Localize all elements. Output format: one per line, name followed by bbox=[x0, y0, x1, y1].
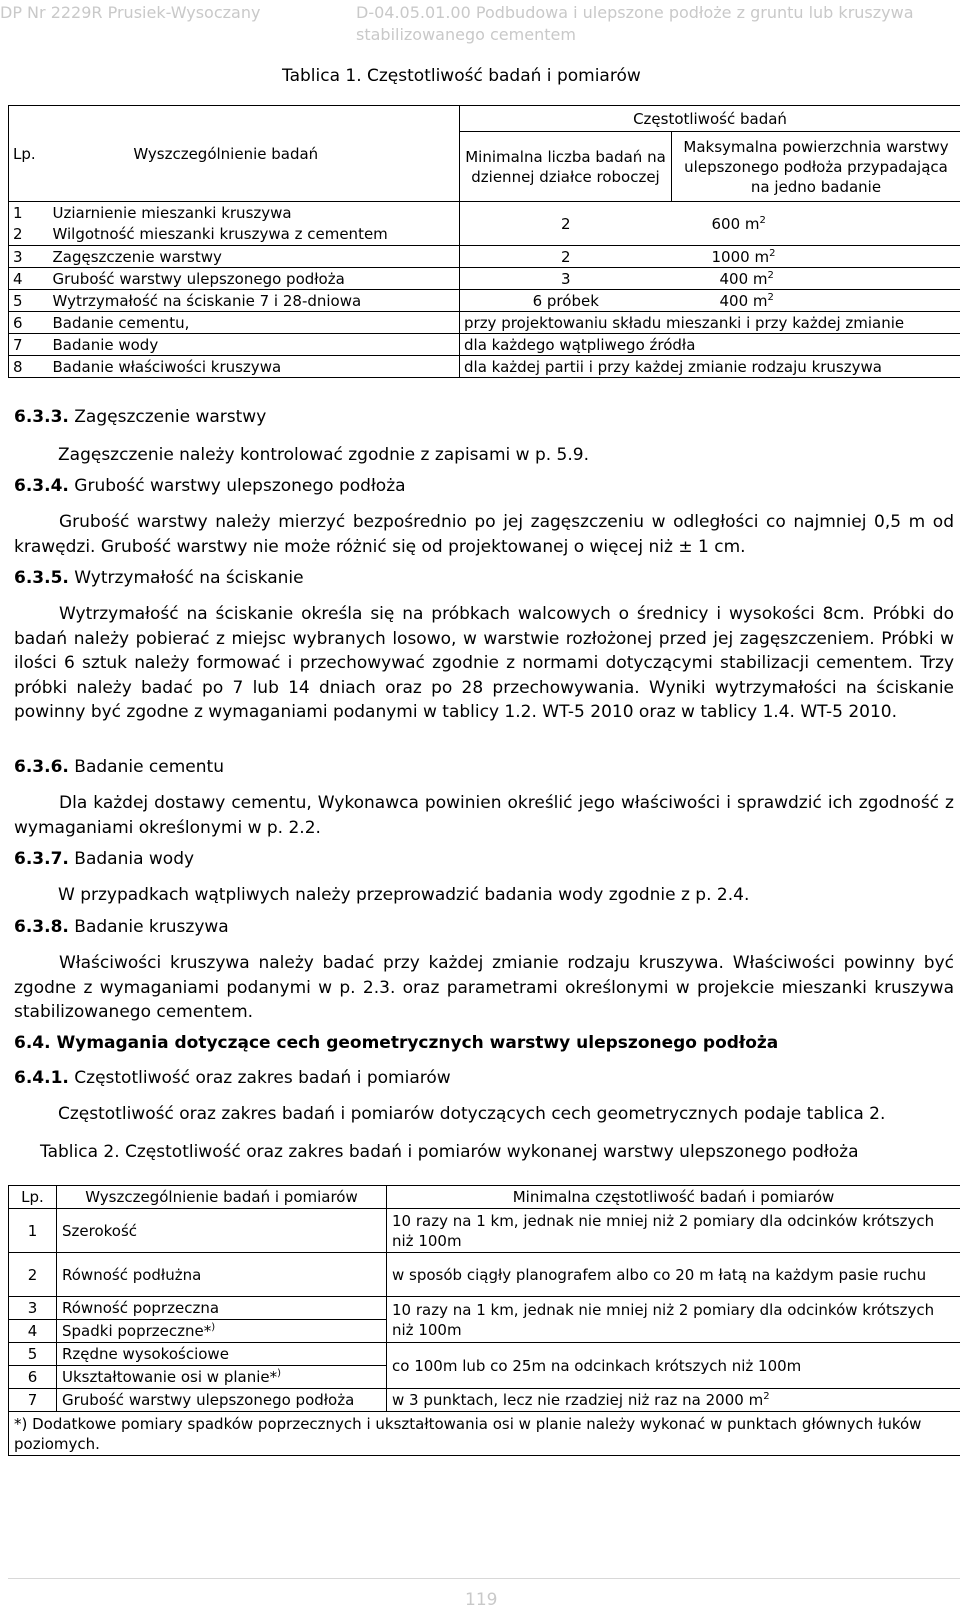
section-heading: 6.3.6. Badanie cementu bbox=[14, 757, 224, 777]
paragraph: W przypadkach wątpliwych należy przeprowadzić badania wody zgodnie z p. 2.4. bbox=[58, 883, 954, 908]
table-row-lp: 6 bbox=[9, 312, 49, 334]
table-row-freq: 10 razy na 1 km, jednak nie mniej niż 2 pomiary dla odcinków krótszych niż 100m bbox=[387, 1297, 960, 1343]
table-row-desc: Równość poprzeczna bbox=[57, 1297, 387, 1320]
table-row-lp: 1 bbox=[9, 202, 49, 224]
table-row-desc: Grubość warstwy ulepszonego podłoża bbox=[57, 1389, 387, 1412]
table-row-desc: Badanie właściwości kruszywa bbox=[49, 356, 460, 378]
paragraph: Częstotliwość oraz zakres badań i pomiarów dotyczących cech geometrycznych podaje tablica 2. bbox=[58, 1102, 954, 1127]
t1-merged-max: 600 $m^2$ bbox=[672, 202, 960, 246]
table1 bbox=[8, 105, 960, 378]
table-row-max: 400 $m^2$ bbox=[672, 268, 960, 290]
section-heading: 6.3.3. Zagęszczenie warstwy bbox=[14, 407, 266, 427]
t2-head-freq: Minimalna częstotliwość badań i pomiarów bbox=[387, 1186, 960, 1209]
section-heading: 6.3.8. Badanie kruszywa bbox=[14, 917, 229, 937]
table-row-lp: 8 bbox=[9, 356, 49, 378]
t2-head-lp: Lp. bbox=[9, 1186, 57, 1209]
paragraph: Dla każdej dostawy cementu, Wykonawca powinien określić jego właściwości i sprawdzić ich zgodność z wymaganiami określonymi w p. 2.2. bbox=[14, 791, 954, 840]
table-row-desc: Badanie wody bbox=[49, 334, 460, 356]
paragraph: Wytrzymałość na ściskanie określa się na próbkach walcowych o średnicy i wysokości 8cm. Próbki do badań należy pobierać z miejsc wybranych losowo, w warstwie rozłożonej przed jej zagęszczeniem. Próbki w ilości 6 sztuk należy formować i przechowywać zgodnie z normami dotyczącymi stabilizacji cementem. Trzy próbki należy badać po 7 lub 14 dniach oraz po 28 przechowywania. Wyniki wytrzymałości na ściskanie powinny być zgodne z wymaganiami podanymi w tablicy 1.2. WT-5 2010 oraz w tablicy 1.4. WT-5 2010. bbox=[14, 602, 954, 725]
t1-merged-min: 2 bbox=[460, 202, 672, 246]
t1-head-max: Maksymalna powierzchnia warstwy ulepszonego podłoża przypadająca na jedno badanie bbox=[672, 132, 960, 202]
table-row-min: 2 bbox=[460, 246, 672, 268]
section-heading: 6.3.4. Grubość warstwy ulepszonego podłoża bbox=[14, 476, 406, 496]
header-right: D-04.05.01.00 Podbudowa i ulepszone podłoże z gruntu lub kruszywa stabilizowanego cementem bbox=[356, 2, 956, 46]
section-heading: 6.4.1. Częstotliwość oraz zakres badań i pomiarów bbox=[14, 1068, 451, 1088]
table-row-lp: 7 bbox=[9, 1389, 57, 1412]
table-row-desc: Wytrzymałość na ściskanie 7 i 28-dniowa bbox=[49, 290, 460, 312]
table-row-span: przy projektowaniu składu mieszanki i przy każdej zmianie bbox=[460, 312, 960, 334]
t1-head-desc: Wyszczególnienie badań bbox=[49, 106, 460, 202]
table-row-lp: 2 bbox=[9, 224, 49, 246]
t1-head-freq: Częstotliwość badań bbox=[460, 106, 960, 132]
t1-head-min: Minimalna liczba badań na dziennej działce roboczej bbox=[460, 132, 672, 202]
section-heading: 6.3.7. Badania wody bbox=[14, 849, 194, 869]
table-row-freq: w 3 punktach, lecz nie rzadziej niż raz na 2000 $m^2$ bbox=[387, 1389, 960, 1412]
table-row-freq: 10 razy na 1 km, jednak nie mniej niż 2 pomiary dla odcinków krótszych niż 100m bbox=[387, 1209, 960, 1253]
table-row-lp: 1 bbox=[9, 1209, 57, 1253]
table-row-desc: Badanie cementu, bbox=[49, 312, 460, 334]
table-row-lp: 2 bbox=[9, 1253, 57, 1297]
paragraph: Zagęszczenie należy kontrolować zgodnie z zapisami w p. 5.9. bbox=[58, 443, 954, 468]
table2-footnote: *) Dodatkowe pomiary spadków poprzecznych i ukształtowania osi w planie należy wykonać w punktach głównych łuków poziomych. bbox=[9, 1412, 960, 1456]
t2-head-desc: Wyszczególnienie badań i pomiarów bbox=[57, 1186, 387, 1209]
table-row-desc: Spadki poprzeczne*) bbox=[57, 1320, 387, 1343]
table-row-min: 3 bbox=[460, 268, 672, 290]
table2-caption: Tablica 2. Częstotliwość oraz zakres badań i pomiarów wykonanej warstwy ulepszonego podłoża bbox=[40, 1142, 858, 1162]
table2 bbox=[8, 1185, 960, 1456]
table-row-lp: 4 bbox=[9, 268, 49, 290]
header-left: DP Nr 2229R Prusiek-Wysoczany bbox=[0, 2, 260, 24]
table-row-min: 6 próbek bbox=[460, 290, 672, 312]
section-heading: 6.4. Wymagania dotyczące cech geometrycznych warstwy ulepszonego podłoża bbox=[14, 1033, 778, 1053]
footer-divider bbox=[8, 1578, 960, 1579]
table-row-desc: Ukształtowanie osi w planie*) bbox=[57, 1366, 387, 1389]
table-row-desc: Wilgotność mieszanki kruszywa z cementem bbox=[49, 224, 460, 246]
table-row-freq: w sposób ciągły planografem albo co 20 m łatą na każdym pasie ruchu bbox=[387, 1253, 960, 1297]
table-row-desc: Uziarnienie mieszanki kruszywa bbox=[49, 202, 460, 224]
table-row-lp: 5 bbox=[9, 1343, 57, 1366]
table-row-span: dla każdej partii i przy każdej zmianie rodzaju kruszywa bbox=[460, 356, 960, 378]
table-row-lp: 4 bbox=[9, 1320, 57, 1343]
table-row-lp: 5 bbox=[9, 290, 49, 312]
paragraph: Właściwości kruszywa należy badać przy każdej zmianie rodzaju kruszywa. Właściwości powinny być zgodne z wymaganiami podanymi w p. 2.3. oraz parametrami określonymi w projekcie mieszanki kruszywa stabilizowanego cementem. bbox=[14, 951, 954, 1025]
paragraph: Grubość warstwy należy mierzyć bezpośrednio po jej zagęszczeniu w odległości co najmniej 0,5 m od krawędzi. Grubość warstwy nie może różnić się od projektowanej o więcej niż ± 1 cm. bbox=[14, 510, 954, 559]
page-number: 119 bbox=[465, 1590, 497, 1610]
table-row-desc: Szerokość bbox=[57, 1209, 387, 1253]
table-row-desc: Rzędne wysokościowe bbox=[57, 1343, 387, 1366]
table-row-lp: 7 bbox=[9, 334, 49, 356]
table-row-desc: Równość podłużna bbox=[57, 1253, 387, 1297]
table-row-freq: co 100m lub co 25m na odcinkach krótszych niż 100m bbox=[387, 1343, 960, 1389]
table-row-desc: Grubość warstwy ulepszonego podłoża bbox=[49, 268, 460, 290]
t1-head-lp: Lp. bbox=[9, 106, 49, 202]
table-row-desc: Zagęszczenie warstwy bbox=[49, 246, 460, 268]
table-row-lp: 6 bbox=[9, 1366, 57, 1389]
section-heading: 6.3.5. Wytrzymałość na ściskanie bbox=[14, 568, 304, 588]
table-row-span: dla każdego wątpliwego źródła bbox=[460, 334, 960, 356]
table-row-max: 400 $m^2$ bbox=[672, 290, 960, 312]
table-row-max: 1000 $m^2$ bbox=[672, 246, 960, 268]
table1-caption: Tablica 1. Częstotliwość badań i pomiarów bbox=[282, 66, 641, 86]
table-row-lp: 3 bbox=[9, 1297, 57, 1320]
table-row-lp: 3 bbox=[9, 246, 49, 268]
